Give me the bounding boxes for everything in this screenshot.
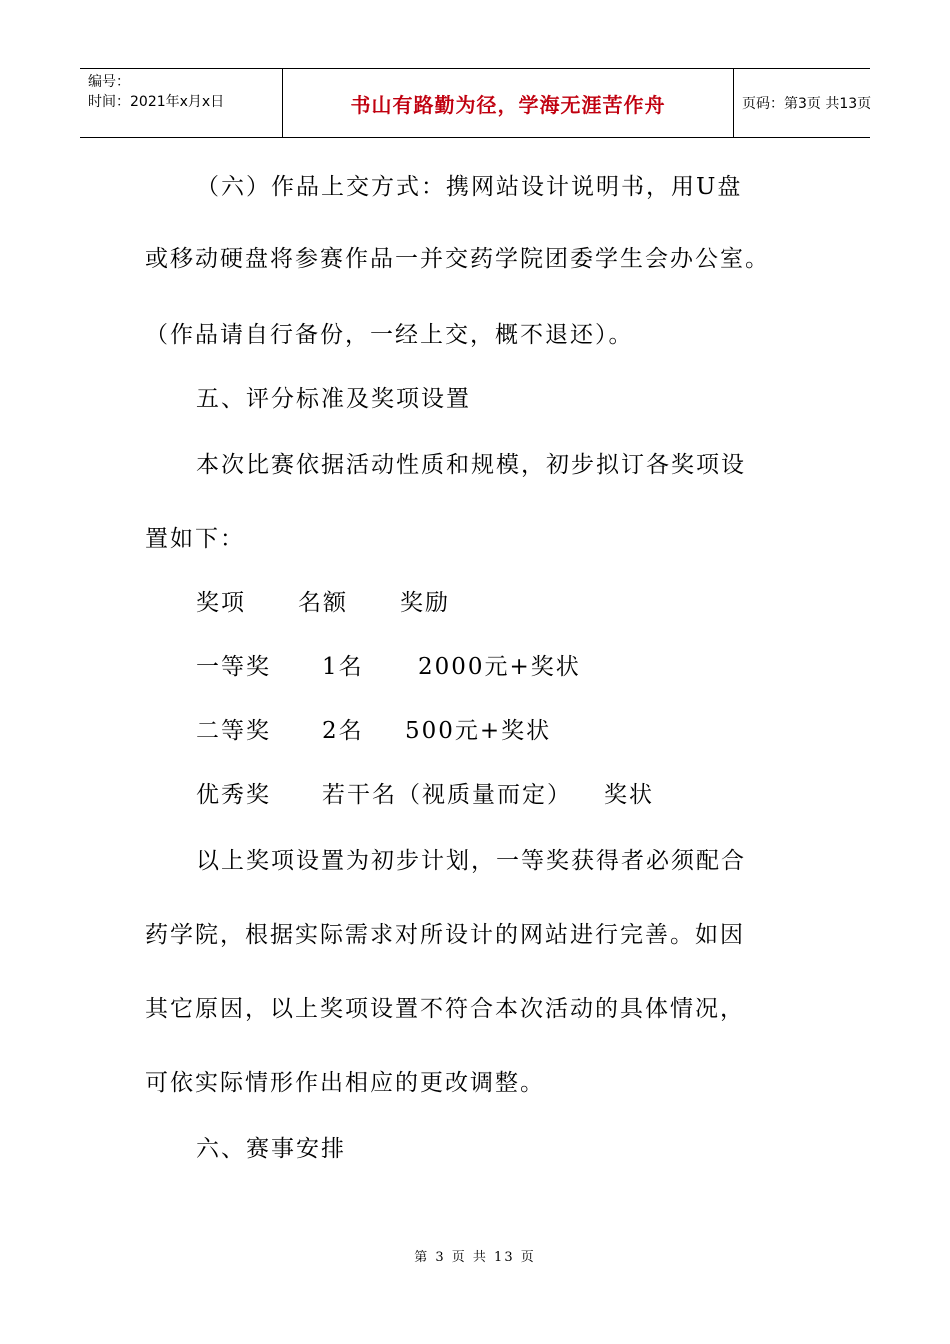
body-line: （六）作品上交方式：携网站设计说明书，用U盘 (196, 174, 743, 200)
header-motto: 书山有路勤为径，学海无涯苦作舟 (350, 93, 666, 117)
awards-header-prize: 奖项 (196, 590, 246, 616)
body-line: 其它原因，以上奖项设置不符合本次活动的具体情况， (145, 996, 745, 1022)
body-line: 或移动硬盘将参赛作品一并交药学院团委学生会办公室。 (145, 246, 770, 272)
header-page-cell (734, 69, 870, 137)
page-footer: 第 3 页 共 13 页 (414, 1250, 536, 1265)
body-line: 置如下： (145, 526, 245, 552)
header-meta-cell (80, 69, 283, 137)
award-name: 二等奖 (196, 718, 271, 744)
award-reward: 奖状 (604, 782, 654, 808)
body-line: 以上奖项设置为初步计划，一等奖获得者必须配合 (196, 848, 746, 874)
award-name: 一等奖 (196, 654, 271, 680)
body-line: 可依实际情形作出相应的更改调整。 (145, 1070, 545, 1096)
award-reward: 500元+奖状 (405, 718, 552, 744)
award-row (0, 652, 950, 682)
award-quota: 若干名（视质量而定） (322, 782, 572, 808)
document-date-label: 时间：2021年x月x日 (88, 94, 225, 110)
section-heading: 六、赛事安排 (196, 1136, 346, 1162)
body-line: 本次比赛依据活动性质和规模，初步拟订各奖项设 (196, 452, 746, 478)
body-line: 药学院，根据实际需求对所设计的网站进行完善。如因 (145, 922, 745, 948)
document-number-label: 编号： (88, 74, 130, 90)
page-header (80, 68, 870, 138)
award-name: 优秀奖 (196, 782, 271, 808)
award-quota: 1名 (322, 654, 364, 680)
award-row (0, 716, 950, 746)
award-quota: 2名 (322, 718, 364, 744)
awards-header-row (0, 588, 950, 618)
awards-header-quota: 名额 (298, 590, 348, 616)
award-reward: 2000元+奖状 (418, 654, 581, 680)
section-heading: 五、评分标准及奖项设置 (196, 386, 471, 412)
header-motto-cell (283, 69, 734, 137)
body-line: （作品请自行备份，一经上交，概不退还）。 (145, 322, 634, 348)
award-row (0, 780, 950, 810)
header-page-label: 页码：第3页 共13页 (742, 96, 872, 112)
awards-header-reward: 奖励 (400, 590, 450, 616)
